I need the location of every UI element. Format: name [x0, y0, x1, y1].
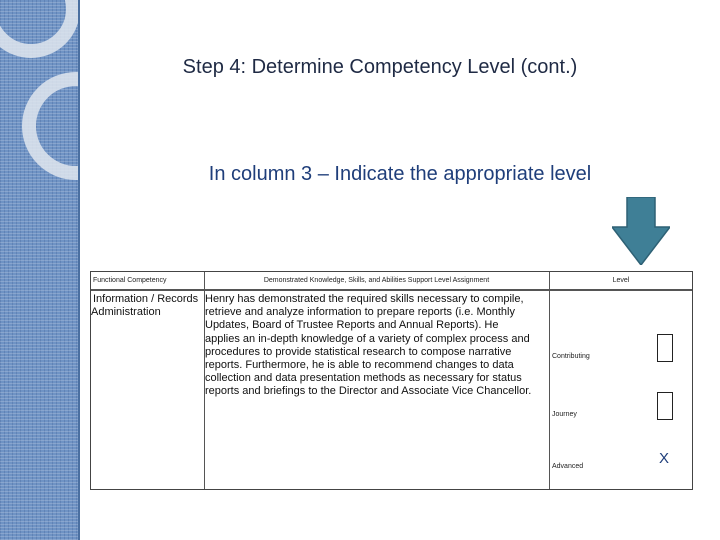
description-line: Henry has demonstrated the required skills necessary to compile, [205, 293, 524, 305]
header-demonstrated-ksa: Demonstrated Knowledge, Skills, and Abilities Support Level Assignment [263, 277, 490, 284]
header-level: Level [612, 277, 630, 284]
description-line: reports and briefings to the Director and Associate Vice Chancellor. [205, 385, 532, 398]
header-functional-competency: Functional Competency [93, 277, 167, 284]
slide-subtitle: In column 3 – Indicate the appropriate level [208, 163, 592, 185]
description-cell [205, 293, 545, 399]
column-divider [549, 272, 550, 489]
decorative-ring [22, 72, 80, 180]
down-arrow-icon [612, 197, 670, 265]
level-label-advanced: Advanced [552, 463, 584, 470]
description-line: Updates, Board of Trustee Reports and Annual Reports). He [205, 319, 499, 332]
slide-title: Step 4: Determine Competency Level (cont.) [182, 56, 578, 78]
competency-line: Administration [91, 306, 161, 319]
level-label-journey: Journey [552, 411, 577, 418]
description-line: procedures to provide statistical research to compose narrative [205, 345, 512, 358]
competency-table [90, 271, 693, 490]
level-checkbox-journey[interactable] [657, 392, 673, 420]
description-line: reports. Furthermore, he is able to recommend changes to data [205, 359, 514, 372]
competency-line: Information / Records [93, 293, 199, 305]
competency-cell [91, 293, 205, 319]
sidebar-edge [78, 0, 80, 540]
level-label-contributing: Contributing [552, 353, 590, 360]
level-checkbox-contributing[interactable] [657, 334, 673, 362]
header-divider [91, 289, 692, 291]
description-line: applies an in-depth knowledge of a variety of complex process and [205, 332, 530, 345]
level-mark-advanced[interactable]: X [659, 450, 670, 467]
description-line: collection and data presentation methods as necessary for status [205, 372, 522, 385]
description-line: retrieve and analyze information to prepare reports (i.e. Monthly [205, 306, 515, 319]
decorative-ring [0, 0, 80, 58]
decorative-sidebar [0, 0, 80, 540]
